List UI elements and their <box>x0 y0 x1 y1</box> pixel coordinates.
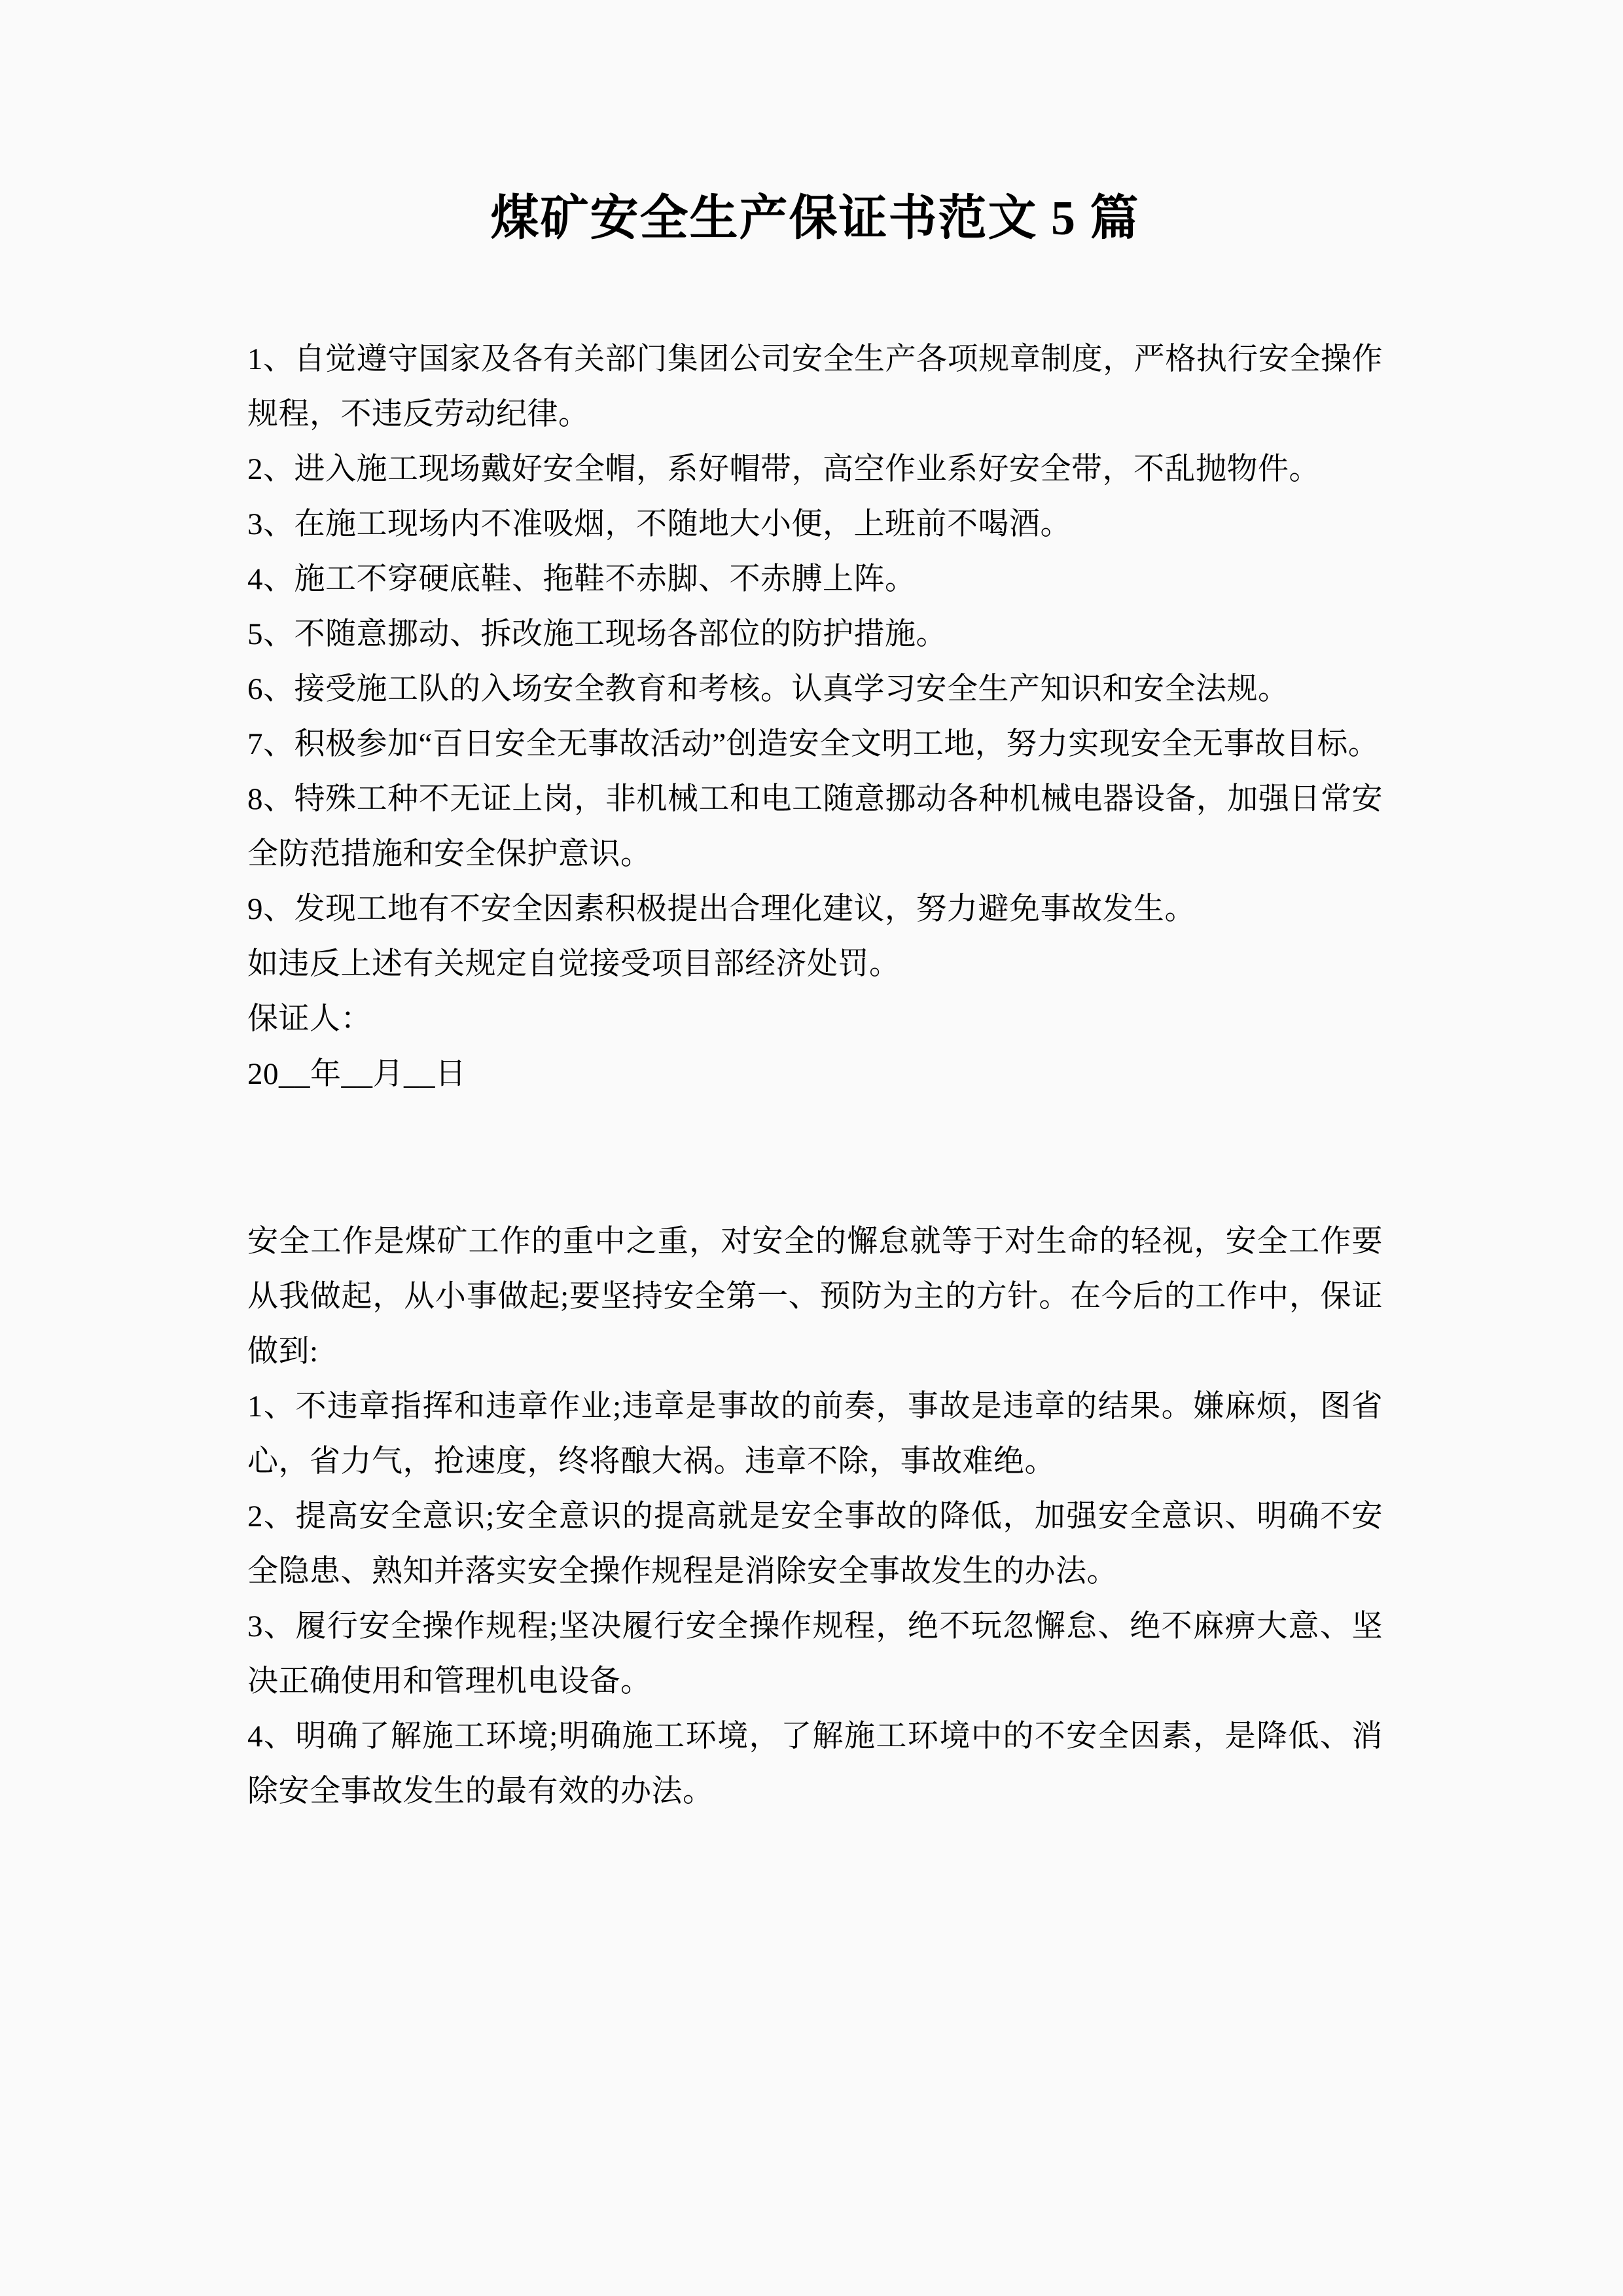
document-body <box>247 0 1383 1819</box>
section-two <box>247 1214 1383 1819</box>
pledge-item: 6、接受施工队的入场安全教育和考核。认真学习安全生产知识和安全法规。 <box>247 672 1289 706</box>
pledge-item: 3、在施工现场内不准吸烟，不随地大小便，上班前不喝酒。 <box>247 507 1071 541</box>
title-spacer <box>247 248 1383 332</box>
pledge-item: 4、施工不穿硬底鞋、拖鞋不赤脚、不赤膊上阵。 <box>247 562 916 596</box>
section-two-intro: 安全工作是煤矿工作的重中之重，对安全的懈怠就等于对生命的轻视，安全工作要从我做起，从小事做起;要坚持安全第一、预防为主的方针。在今后的工作中，保证做到: <box>247 1224 1383 1369</box>
signature-label: 保证人： <box>247 1001 372 1036</box>
pledge-item: 8、特殊工种不无证上岗，非机械工和电工随意挪动各种机械电器设备，加强日常安全防范措施和安全保护意识。 <box>247 781 1383 871</box>
pledge-item: 1、自觉遵守国家及各有关部门集团公司安全生产各项规章制度，严格执行安全操作规程，不违反劳动纪律。 <box>247 342 1383 431</box>
commitment-item: 1、不违章指挥和违章作业;违章是事故的前奏，事故是违章的结果。嫌麻烦，图省心，省力气，抢速度，终将酿大祸。违章不除，事故难绝。 <box>247 1389 1383 1479</box>
pledge-item: 9、发现工地有不安全因素积极提出合理化建议，努力避免事故发生。 <box>247 891 1196 926</box>
pledge-item: 5、不随意挪动、拆改施工现场各部位的防护措施。 <box>247 617 947 651</box>
section-divider-spacer <box>247 1102 1383 1214</box>
pledge-item: 2、进入施工现场戴好安全帽，系好帽带，高空作业系好安全带，不乱抛物件。 <box>247 452 1320 486</box>
pledge-item: 7、积极参加“百日安全无事故活动”创造安全文明工地，努力实现安全无事故目标。 <box>247 726 1380 761</box>
date-line: 20__年__月__日 <box>247 1056 467 1091</box>
page-title: 煤矿安全生产保证书范文 5 篇 <box>490 192 1140 245</box>
commitment-item: 4、明确了解施工环境;明确施工环境，了解施工环境中的不安全因素，是降低、消除安全事故发生的最有效的办法。 <box>247 1719 1383 1808</box>
section-one <box>247 332 1383 1102</box>
section-one-closing: 如违反上述有关规定自觉接受项目部经济处罚。 <box>247 946 901 981</box>
commitment-item: 3、履行安全操作规程;坚决履行安全操作规程，绝不玩忽懈怠、绝不麻痹大意、坚决正确使用和管理机电设备。 <box>247 1609 1383 1698</box>
commitment-item: 2、提高安全意识;安全意识的提高就是安全事故的降低，加强安全意识、明确不安全隐患、熟知并落实安全操作规程是消除安全事故发生的办法。 <box>247 1499 1383 1588</box>
